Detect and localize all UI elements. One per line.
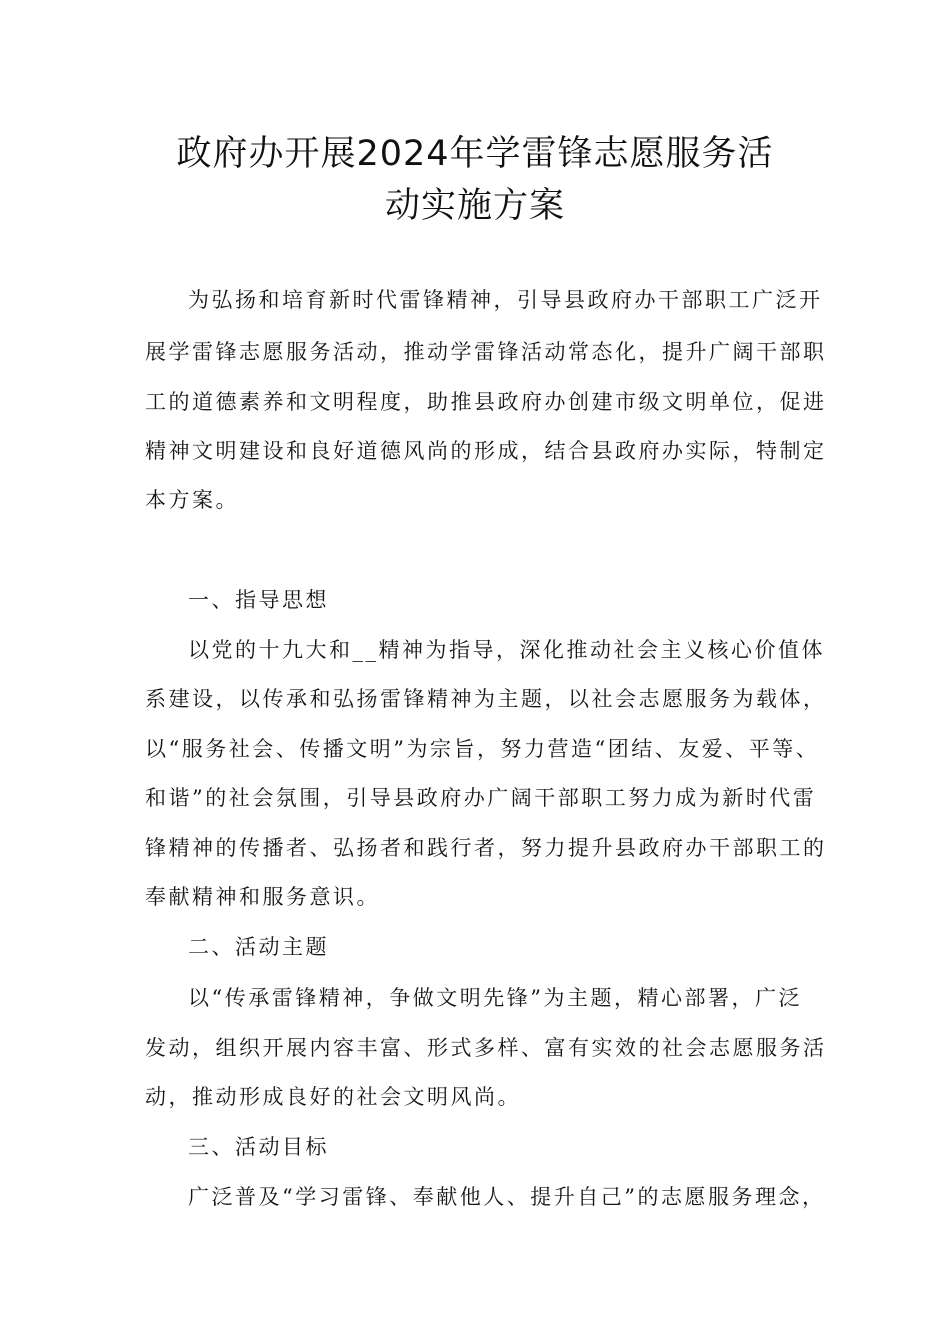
paragraph-line: 以党的十九大和__精神为指导，深化推动社会主义核心价值体 [188,638,825,662]
section-heading: 二、活动主题 [188,935,329,959]
paragraph-line: 以“服务社会、传播文明”为宗旨，努力营造“团结、友爱、平等、 [145,737,820,761]
paragraph-line: 本方案。 [145,488,239,512]
paragraph-line: 锋精神的传播者、弘扬者和践行者，努力提升县政府办干部职工的 [145,836,827,860]
paragraph-line: 精神文明建设和良好道德风尚的形成，结合县政府办实际，特制定 [145,439,827,463]
document-title-line-1: 政府办开展2024年学雷锋志愿服务活 [176,134,774,174]
paragraph-line: 展学雷锋志愿服务活动，推动学雷锋活动常态化，提升广阔干部职 [145,340,827,364]
paragraph-line: 发动，组织开展内容丰富、形式多样、富有实效的社会志愿服务活 [145,1036,827,1060]
section-heading: 三、活动目标 [188,1135,329,1159]
section-heading: 一、指导思想 [188,588,329,612]
paragraph-line: 广泛普及“学习雷锋、奉献他人、提升自己”的志愿服务理念， [188,1185,826,1209]
paragraph-line: 系建设，以传承和弘扬雷锋精神为主题，以社会志愿服务为载体， [145,687,827,711]
paragraph-line: 以“传承雷锋精神，争做文明先锋”为主题，精心部署，广泛 [188,986,802,1010]
paragraph-line: 动，推动形成良好的社会文明风尚。 [145,1085,521,1109]
document-title-line-2: 动实施方案 [384,186,565,226]
paragraph-line: 和谐”的社会氛围，引导县政府办广阔干部职工努力成为新时代雷 [145,786,817,810]
paragraph-line: 为弘扬和培育新时代雷锋精神，引导县政府办干部职工广泛开 [188,288,823,312]
paragraph-line: 工的道德素养和文明程度，助推县政府办创建市级文明单位，促进 [145,390,827,414]
paragraph-line: 奉献精神和服务意识。 [145,885,380,909]
